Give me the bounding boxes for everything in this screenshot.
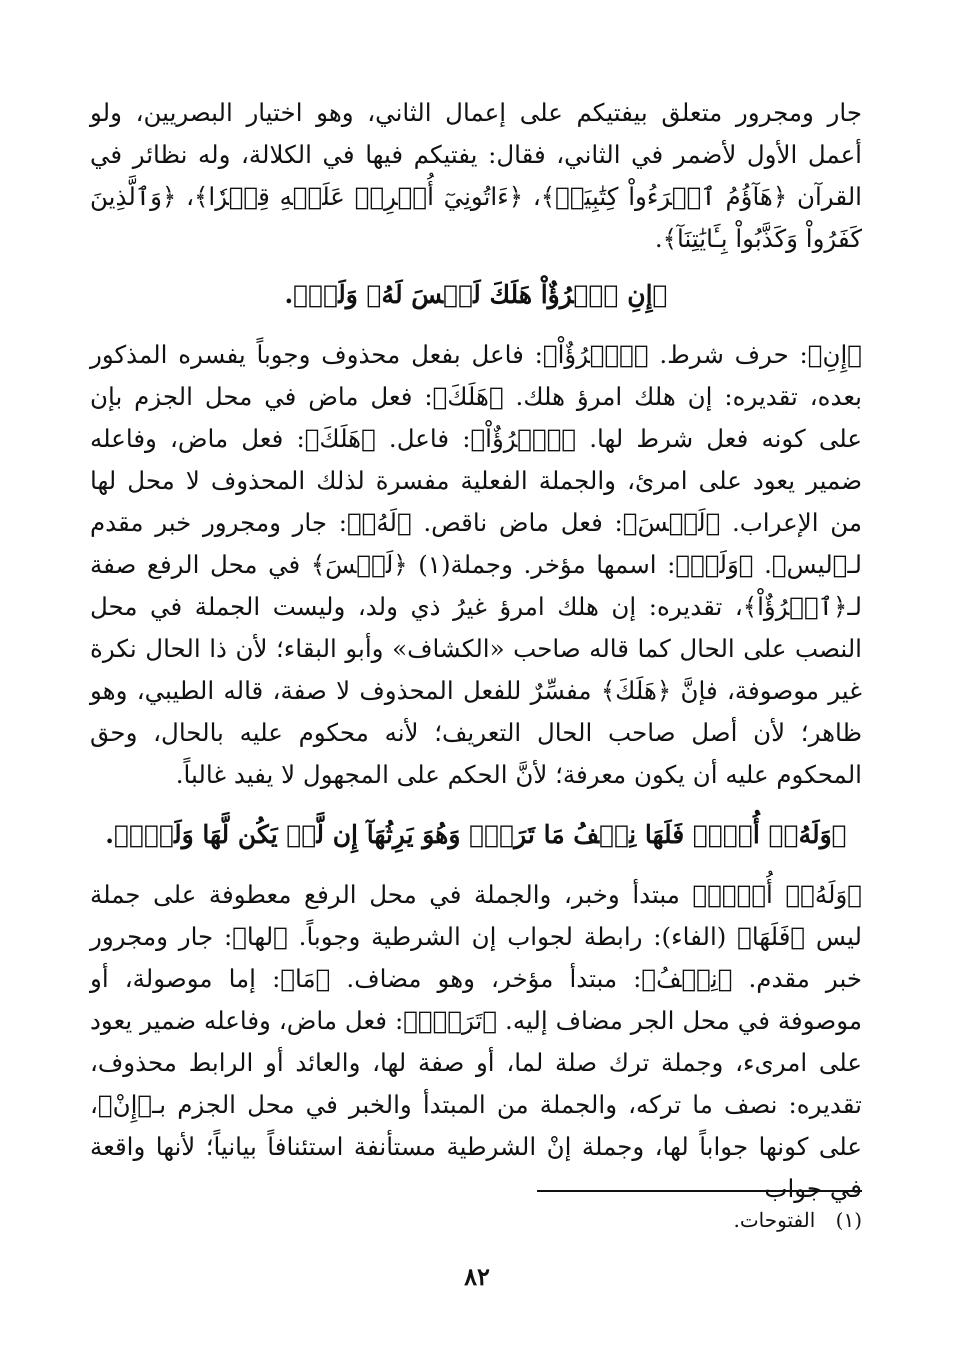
paragraph-3: ﴿وَلَهُۥٓ أُخۡتٞ﴾ مبتدأ وخبر، والجملة في محل الرفع معطوفة على جملة ليس ﴿فَلَهَا﴾ (الفاء): رابطة لجواب إن الشرطية وجوباً. ﴿لها﴾: جار ومجرور خبر مقدم. ﴿نِصۡفُ﴾: مبتدأ مؤخر، وهو مضاف. ﴿مَا﴾: إما موصولة، أو موصوفة في محل الجر مضاف إليه. ﴿تَرَكَۚ﴾: فعل ماض، وفاعله ضمير يعود على امرىء، وجملة ترك صلة لما، أو صفة لها، والعائد أو الرابط محذوف، تقديره: نصف ما تركه، والجملة من المبتدأ والخبر في محل الجزم بـ﴿إِنْ﴾، على كونها جواباً لها، وجملة إنْ الشرطية مستأنفة استئنافاً بيانياً؛ لأنها واقعة في جواب (90, 880, 862, 1203)
paragraph-1: جار ومجرور متعلق بيفتيكم على إعمال الثاني، وهو اختيار البصريين، ولو أعمل الأول لأضمر في الثاني، فقال: يفتيكم فيها في الكلالة، وله نظائر في القرآن ﴿هَآؤُمُ ٱقۡرَءُواْ كِتَٰبِيَهۡ﴾، ﴿ءَاتُونِيٓ أُفۡرِغۡ عَلَيۡهِ قِطۡرٗا﴾، ﴿وَٱلَّذِينَ كَفَرُواْ وَكَذَّبُواْ بِـَٔايَٰتِنَآ﴾. (90, 98, 862, 253)
spacer (90, 316, 862, 334)
page-body (90, 92, 862, 1210)
footnote-divider (537, 1190, 862, 1192)
verse-1: ﴿إِنِ ٱمۡرُؤٌاْ هَلَكَ لَيۡسَ لَهُۥ وَلَدٞ﴾. (284, 280, 668, 309)
verse-2: ﴿وَلَهُۥٓ أُخۡتٞ فَلَهَا نِصۡفُ مَا تَرَكَۚ وَهُوَ يَرِثُهَآ إِن لَّمۡ يَكُن لَّهَا وَلَدٞۚ﴾. (105, 820, 847, 849)
footnote (733, 1208, 862, 1232)
footnote-text: الفتوحات. (733, 1208, 816, 1232)
page-number: ٨٢ (464, 1262, 490, 1291)
paragraph-2: ﴿إِنِ﴾: حرف شرط. ﴿ٱمۡرُؤٌاْ﴾: فاعل بفعل محذوف وجوباً يفسره المذكور بعده، تقديره: إن هلك امرؤ هلك. ﴿هَلَكَ﴾: فعل ماض في محل الجزم بإن على كونه فعل شرط لها. ﴿ٱمۡرُؤٌاْ﴾: فاعل. ﴿هَلَكَ﴾: فعل ماض، وفاعله ضمير يعود على امرئ، والجملة الفعلية مفسرة لذلك المحذوف لا محل لها من الإعراب. ﴿لَيۡسَ﴾: فعل ماض ناقص. ﴿لَهُۥ﴾: جار ومجرور خبر مقدم لـ﴿ليس﴾. ﴿وَلَدٞ﴾: اسمها مؤخر. وجملة(١) ﴿لَيۡسَ﴾ في محل الرفع صفة لـ﴿ٱمۡرُؤٌاْ﴾، تقديره: إن هلك امرؤ غيرُ ذي ولد، وليست الجملة في محل النصب على الحال كما قاله صاحب «الكشاف» وأبو البقاء؛ لأن ذا الحال نكرة غير موصوفة، فإنَّ ﴿هَلَكَ﴾ مفسِّرٌ للفعل المحذوف لا صفة، قاله الطيبي، وهو ظاهر؛ لأن أصل صاحب الحال التعريف؛ لأنه محكوم عليه بالحال، وحق المحكوم عليه أن يكون معرفة؛ لأنَّ الحكم على المجهول لا يفيد غالباً. (90, 340, 862, 789)
spacer (90, 260, 862, 274)
spacer (90, 856, 862, 874)
footnote-number: (١) (835, 1208, 862, 1232)
spacer (90, 796, 862, 814)
